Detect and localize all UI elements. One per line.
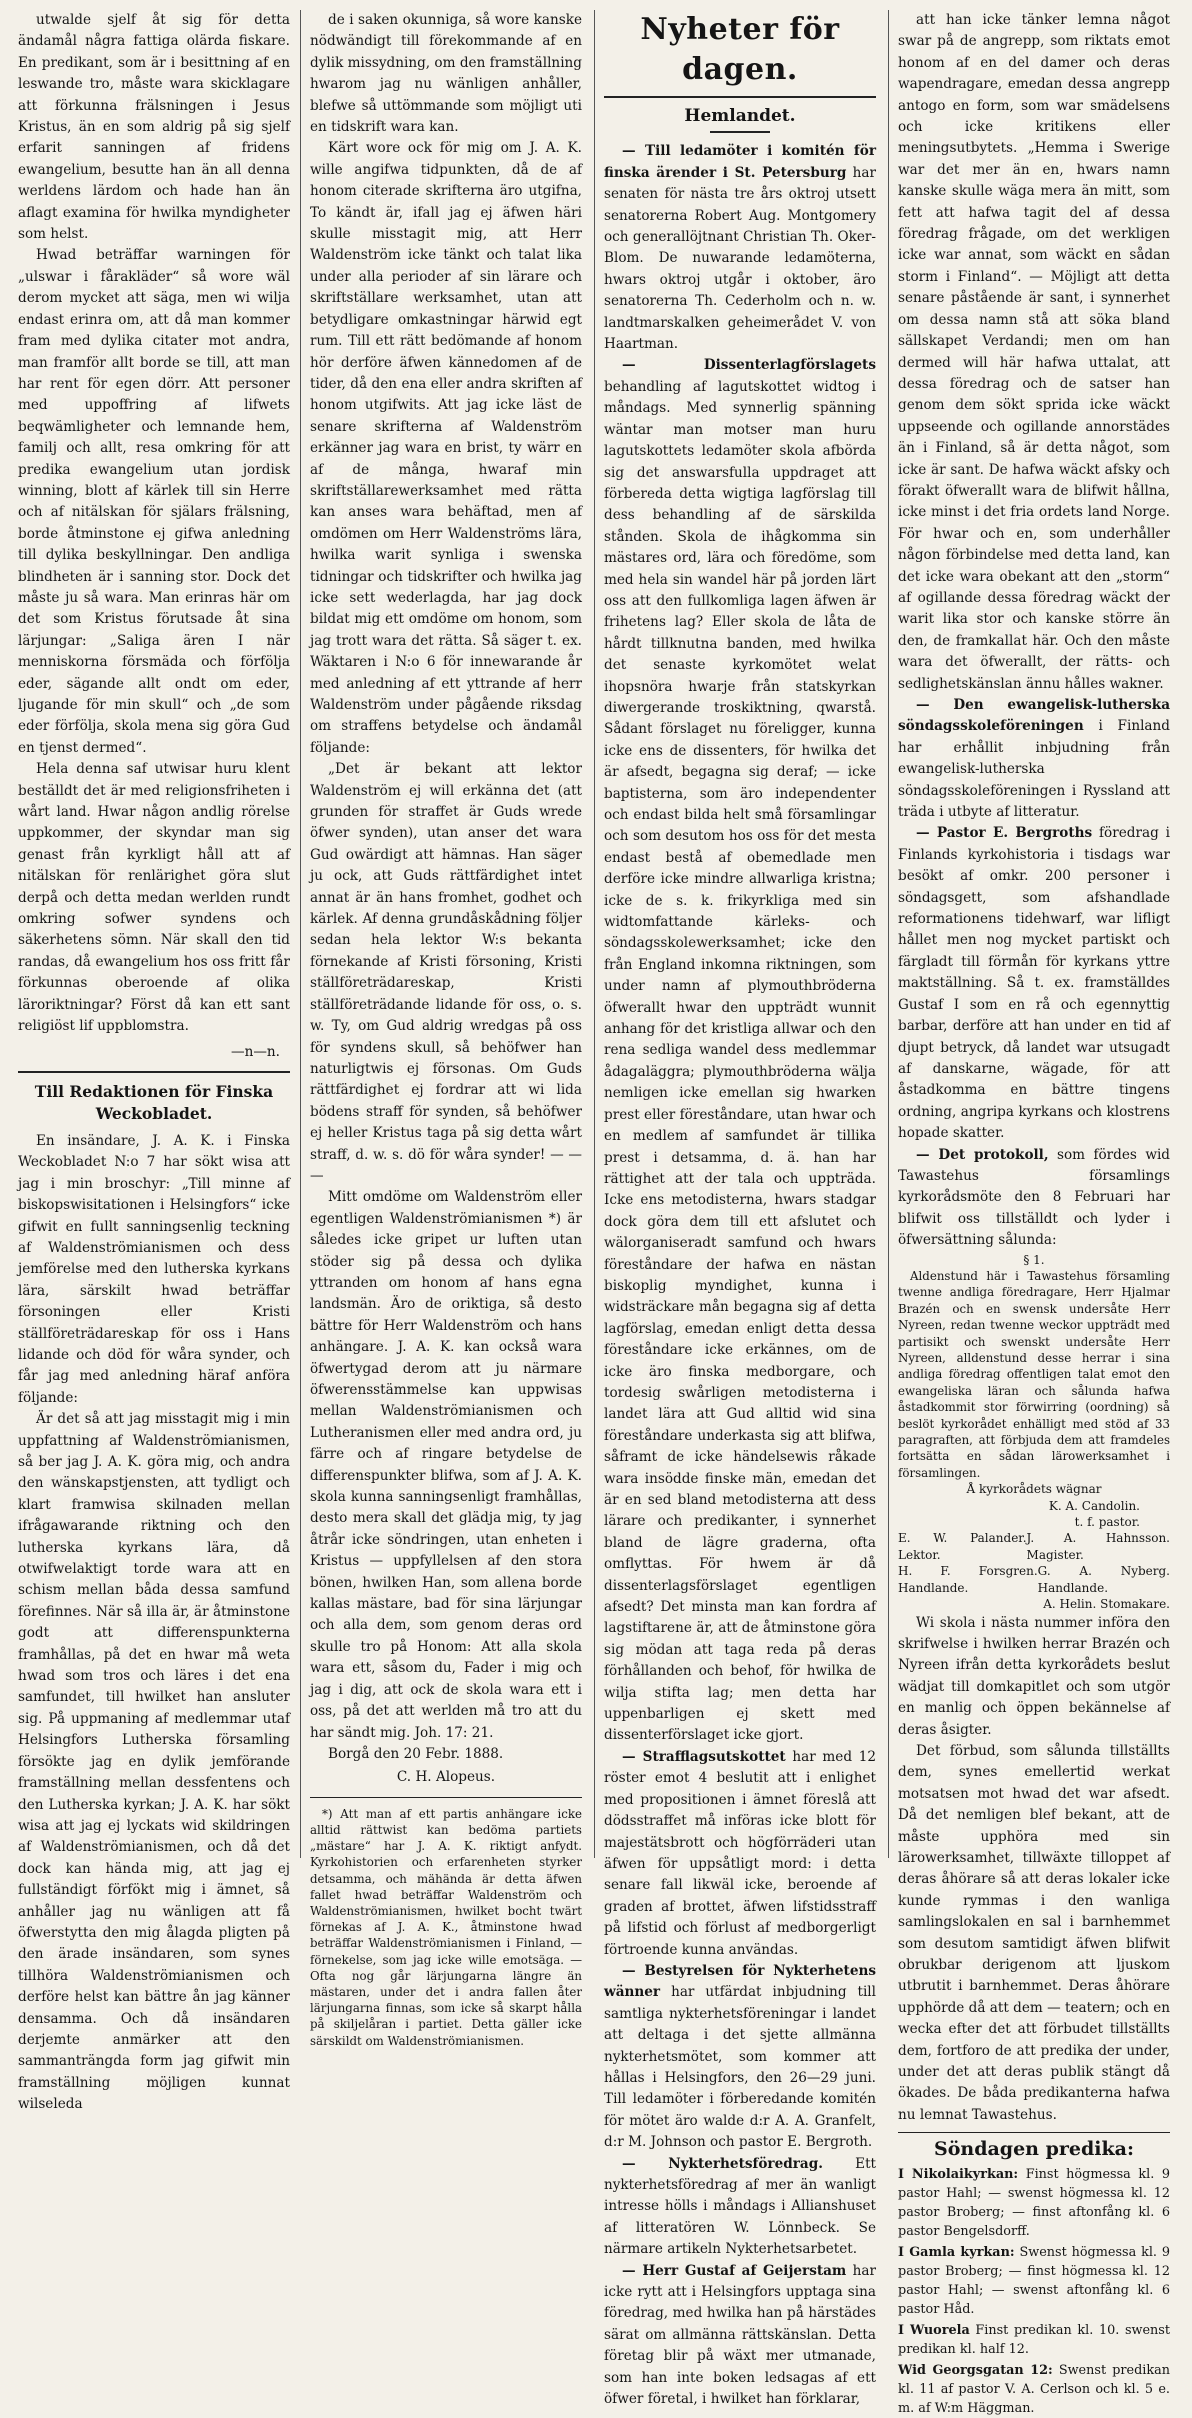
footnote-divider	[310, 1797, 582, 1798]
news-lead: — Nykterhetsföredrag.	[622, 2155, 823, 2172]
news-text: i Finland har erhållit inbjudning från ewangelisk-lutherska söndagsskoleföreningen i Ryssland att träda i utbyte af litteratur.	[898, 718, 1170, 821]
protocol-sig-title: t. f. pastor.	[1074, 1515, 1140, 1530]
article-paragraph: Hwad beträffar warningen för „ulswar i fårakläder“ så wore wäl derom mycket att säga, men wi wilja endast erinra om, att då man kommer fram med dylika citater mot andra, man framför allt borde se till, att man har rent för egen dörr. Att personer med uppoffring af lifwets beqwämligheter och lemnande hem, familj och allt, resa omkring för att predika ewangelium utan jordisk winning, blott af kärlek till sin Herre och af nitälskan för själars frälsning, borde åtminstone ej gifwa anledning till dylika beskyllningar. Den andliga blindheten är i sanning stor. Dock det måste ju så wara. Man erinras här om det som Kristus förutsade åt sina lärjungar: „Saliga ären I när menniskorna försmäda och förfölja eder, sägande allt ondt om eder, ljugande för min skull“ och „de som eder förfölja, skola mena sig göra Gud en tjenst dermed“.	[18, 247, 290, 756]
column-4	[898, 10, 1171, 2416]
news-item	[604, 2154, 876, 2261]
church-name: Wid Georgsgatan 12:	[898, 2362, 1053, 2378]
news-item	[898, 823, 1170, 1144]
news-item	[898, 695, 1170, 823]
masthead-rule	[604, 96, 876, 98]
news-text: har senaten för nästa tre års oktroj utsett senatorerna Robert Aug. Montgomery och generallöjtnant Christian Th. Oker-Blom. De nuwarande ledamöterna, hwars oktroj utgår i oktober, äro senatorerna Th. Cederholm och n. w. landtmarskalken geheimerådet V. von Haartman.	[604, 164, 876, 353]
subsection-title: Hemlandet.	[684, 106, 796, 126]
signatory: E. W. Palander. Lektor.	[898, 1531, 1027, 1562]
service-entry	[898, 2165, 1170, 2241]
church-name: I Gamla kyrkan:	[898, 2244, 1015, 2260]
news-text: har utfärdat inbjudning till samtliga nykterhetsföreningar i landet att deltaga i det sjette allmänna nykterhetsmötet, som kommer att hållas i Helsingfors, den 26—29 juni. Till ledamöter i förberedande komitén för mötet äro walde d:r A. A. Granfelt, d:r M. Johnson och pastor E. Bergroth.	[604, 1984, 876, 2151]
article-signature: —n—n.	[230, 1043, 280, 1060]
signatory-row	[898, 1596, 1170, 1612]
service-text: Finst högmessa kl. 9 pastor Hahl; — swenst högmessa kl. 12 pastor Broberg; — finst aftonfång kl. 6 pastor Bengelsdorff.	[898, 2166, 1170, 2239]
signatory-row	[898, 1563, 1170, 1596]
news-text: har icke rytt att i Helsingfors upptaga sina föredrag, med hwilka han på härstädes särat om allmänna rättskänslan. Detta företag blir på wäxt mer utmanade, som han inte boken ledsagas af ett öfwer företal, i hwilket han förklarar,	[604, 2262, 876, 2408]
news-lead: — Bestyrelsen för Nykterhetens wänner	[604, 1962, 876, 2001]
news-lead: — Pastor E. Bergroths	[916, 825, 1093, 842]
news-lead: — Till ledamöter i komitén för finska ärender i St. Petersburg	[604, 143, 876, 181]
service-text: Swenst högmessa kl. 9 pastor Broberg; — finst högmessa kl. 12 pastor Hahl; — swenst aftonfång kl. 6 pastor Håd.	[898, 2244, 1170, 2317]
column-3	[604, 10, 877, 2408]
service-entry	[898, 2361, 1170, 2418]
church-name: I Nikolaikyrkan:	[898, 2166, 1019, 2182]
article-paragraph: Kärt wore ock för mig om J. A. K. wille angifwa tidpunkten, då de af honom citerade skrifterna äro utgifna, To kändt är, ifall jag ej äfwen häri skulle misstagit mig, att Herr Waldenström icke tänkt och talat lika under alla perioder af sin lärare och skriftställare werksamhet, utan att betydligare omkastningar härwid egt rum. Till ett rätt bedömande af honom hör derföre äfwen kännedomen af de tider, då den ena eller andra skriften af honom utgifwits. Att jag icke läst de senare skrifterna af Waldenström erkänner jag wara en brist, ty wärr en af de många, hwaraf min skriftställarewerksamhet med rätta kan anses wara behäftad, men af omdömen om Herr Waldenströms lära, hwilka warit synliga i swenska tidningar och tidskrifter och hwilka jag icke sett wederlagda, har jag dock bildat mig ett omdöme om honom, som jag trott wara det rätta. Så säger t. ex. Wäktaren i N:o 6 för innewarande år med anledning af ett yttrande af herr Waldenström under pågående riksdag om straffens betydelse och ändamål följande:	[310, 140, 582, 756]
protocol-text: Aldenstund här i Tawastehus församling twenne andliga föredragare, Herr Hjalmar Brazén och en swensk undersåte Herr Nyreen, redan twenne weckor uppträdt med partisikt och swenskt undersåte Herr Nyreen, alldenstund desse herrar i sina andliga föredrag offentligen talat emot den ewangeliska läran och sålunda hafwa åstadkommit stor förwirring (oordning) så beslöt kyrkorådet enhälligt med stöd af 33 paragraften, att förbjuda dem att framdeles fortsätta en sådan lärowerksamhet i församlingen.	[898, 1268, 1170, 1480]
article-paragraph: Wi skola i nästa nummer införa den skrifwelse i hwilken herrar Brazén och Nyreen ifrån detta kyrkorådets beslut wädjat till domkapitlet och som utgör en manlig och öppen bekännelse af deras åsigter.	[898, 1614, 1170, 1738]
letter-paragraph: Är det så att jag misstagit mig i min uppfattning af Waldenströmianismen, så ber jag J. A. K. göra mig, och andra den wänskapstjensten, att tydligt och klart framwisa skilnaden mellan ifrågawarande riktning och den lutherska kyrkans lära, då otwifwelaktigt torde wara att en schism mellan båda dessa samfund förefinnes. När så illa är, är åtminstone godt att differenspunkterna framhållas, på det en hwar må weta hwad som tros och läres i det ena samfundet, till hwilket han ansluter sig. På uppmaning af medlemmar utaf Helsingfors Lutherska församling försökte jag en dylik jemförande framställning mellan dessfentens och den Lutherska kyrkan; J. A. K. har sökt wisa att jag ej lyckats wid skildringen af Waldenströmianismen, och då det dock kan hända mig, att jag ej fullständigt förfökt mig i ämnet, så anhåller jag nu wänligen att få öfwerstytta den mig ålagda pligten på den ärade insändaren, som synes tillhöra Waldenströmianismen och derföre helst kan bättre ån jag känner densamma. Och då insändaren derjemte anmärker att den sammanträngda form jag gifwit min framställning möjligen kunnat wilseleda	[18, 1411, 290, 2113]
author-signature: C. H. Alopeus.	[396, 1769, 496, 1786]
church-name: I Wuorela	[898, 2322, 970, 2338]
sunday-services-title: Söndagen predika:	[934, 2138, 1134, 2161]
footnote	[310, 1806, 582, 2049]
news-text: Ett nykterhetsföredrag af mer än wanligt intresse hölls i måndags i Allianshuset af litteratören W. Lönnbeck. Se närmare artikeln Nykterhetsarbetet.	[604, 2155, 877, 2258]
dateline: Borgå den 20 Febr. 1888.	[328, 1745, 504, 1762]
quote-paragraph: „Det är bekant att lektor Waldenström ej will erkänna det (att grunden för straffet är Guds wrede öfwer synden), utan anser det wara Gud owärdigt att hämnas. Han säger ju ock, att Guds rättfärdighet intet annat är än hans fromhet, godhet och kärlek. Af denna grundåskådning följer sedan hela lektor W:s bekanta förnekande af Kristi försoning, Kristi ställföreträdareskap, Kristi ställföreträdande lidande för oss, o. s. w. Ty, om Gud aldrig wredgas på oss för syndens skull, så behöfwer han naturligtwis ej försonas. Om Guds rättfärdighet ej fordrar att wi lida bödens straff för synden, så behöfwer ej heller Kristus taga på sig detta wårt straff, d. w. s. dö för wåra synder! — — —	[310, 761, 582, 1184]
letter-title: Till Redaktionen för Finska Weckobladet.	[34, 1081, 274, 1123]
news-lead: — Den ewangelisk-lutherska söndagsskoleföreningen	[898, 697, 1170, 735]
news-item	[604, 141, 876, 355]
news-item	[604, 1961, 876, 2154]
news-lead: — Herr Gustaf af Geijerstam	[622, 2262, 847, 2279]
column-2	[310, 10, 582, 2048]
article-paragraph: Det förbud, som sålunda tillställts dem, synes emellertid werkat motsatsen mot hwad det war afsedt. Då det nemligen blef bekant, att de måste upphöra med sin lärowerksamhet, tillwäxte tilloppet af deras åhörare så att deras lokaler icke kunde rymmas i den wanliga samlingslokalen en sal i barnhemmet som desutom samtidigt äfwen blifwit obrukbar derigenom att ljuskom utbrutit i barnhemmet. Deras åhörare upphörde då att dem — teatern; och en wecka efter det att förbudet tillställts dem, fortforo de att predika der under, under det att deras publik stängt då ökades. De båda predikanterna hafwa nu lemnat Tawastehus.	[898, 1742, 1170, 2123]
section-divider	[898, 2132, 1170, 2133]
signatory: H. F. Forsgren. Handlande.	[898, 1564, 1038, 1595]
news-lead: — Dissenterlagförslagets	[622, 357, 876, 374]
signatory: A. Helin. Stomakare.	[1043, 1597, 1170, 1612]
newspaper-page	[18, 10, 1178, 2416]
column-1	[18, 10, 290, 2113]
protocol-sig-intro: Å kyrkorådets wägnar	[966, 1482, 1102, 1497]
news-text: som fördes wid Tawastehus församlings kyrkorådsmöte den 8 Februari har blifwit oss tillställdt och lyder i öfwersättning sålunda:	[898, 1146, 1171, 1249]
signatory: G. A. Nyberg. Handlande.	[1037, 1564, 1170, 1595]
news-item	[604, 355, 876, 1746]
news-text: föredrag i Finlands kyrkohistoria i tisdags war besökt af omkr. 200 personer i söndagsgett, som afshandlade reformationens tidehwarf, war lifligt hållet men nog mycket partiskt och färgladt till förmån för kyrkans yttre maktställning. Så t. ex. framställdes Gustaf I som en rå och egennyttig barbar, derföre att han under en tid af djupt betryck, då landet war utsugadt af danskarne, wägade, för att åstadkomma en bättre tingens ordning, angripa kyrkans och klostrens hopade skatter.	[898, 825, 1170, 1142]
news-text: har med 12 röster emot 4 beslutit att i enlighet med propositionen i ämnet föreslå att dödsstraffet må införas icke blott för majestätsbrott och högförräderi utan äfwen för uppsåtligt mord: i detta senare fall likwäl icke, beroende af graden af brottet, äfwen lifstidsstraff på lifstid och förlust af medborgerligt förtroende kunna användas.	[604, 1748, 876, 1958]
protocol-block	[898, 1268, 1170, 1481]
column-rule	[888, 10, 889, 1858]
section-divider	[18, 1071, 290, 1073]
protocol-sig-name: K. A. Candolin.	[1048, 1498, 1140, 1513]
news-lead: — Det protokoll,	[916, 1146, 1049, 1163]
article-paragraph: Hela denna saf utwisar huru klent beställdt det är med religionsfriheten i wårt land. Hwar någon andlig rörelse uppkommer, der skyndar man sig genast från kyrkligt håll att af nitälskan för renlärighet göra slut derpå och detta medan werlden rundt omkring sofwer syndens och säkerhetens sömn. När skall den tid randas, då ewangelium hos oss fritt får förkunnas oberoende af olika läroriktningar? Först då kan ett sant religiöst lif uppblomstra.	[18, 761, 290, 1035]
service-entry	[898, 2243, 1170, 2319]
service-text: Finst predikan kl. 10. swenst predikan kl. half 12.	[898, 2322, 1170, 2357]
footnote-text: *) Att man af ett partis anhängare icke alltid rättwist kan bedöma partiets „mästare“ har J. A. K. riktigt anfydt. Kyrkohistorien och erfarenheten styrker detsamma, och mähända är detta äfwen fallet hwad beträffar Waldenström och Waldenströmianismen, hwilket bocht twärt förnekas af J. A. K., åtminstone hwad beträffar Waldenströmianismen i Finland, — förnekelse, som jag icke wille emotsäga. — Ofta nog går lärjungarna längre än mästaren, under det i andra fallen åter lärjungarna finnas, som icke så skarpt hålla på skiljelåran i partiet. Detta gäller icke särskildt om Waldenströmianismen.	[310, 1806, 582, 2048]
column-rule	[594, 10, 595, 1858]
section-masthead: Nyheter för dagen.	[640, 12, 840, 87]
article-paragraph: Mitt omdöme om Waldenström eller egentligen Waldenströmianismen *) är således icke gripet ur luften utan stöder sig på dessa och dylika yttranden om honom af hans egna landsmän. Äro de oriktiga, så desto bättre för Herr Waldenström och hans anhängare. J. A. K. kan också wara öfwertygad derom att ju närmare öfwerensstämmelse kan uppwisas mellan Waldenströmianismen och Lutheranismen eller med andra ord, ju färre och af ringare betydelse de differenspunkter blifwa, som af J. A. K. skola kunna sanningsenligt framhållas, desto mera skall det glädja mig, ty jag åtrår icke söndringen, utan enheten i Kristus — uppfyllelsen af den stora bönen, hwilken Han, som allena borde kallas mästare, bad för sina lärjungar och alla dem, som genom deras ord skulle tro på Honom: Att alla skola wara ett, såsom du, Fader i mig och jag i dig, att ock de skola wara ett i oss, på det att werlden må tro att du har sändt mig. Joh. 17: 21.	[310, 1189, 582, 1741]
article-paragraph: att han icke tänker lemna något swar på de angrepp, som riktats emot honom af en del damer och deras wapendragare, emedan dessa angrepp antogo en form, som war smädelsens och icke kritikens eller meningsutbytets. „Hemma i Swerige war det mer än en, hwars namn kanske skulle wäga mera än mitt, som fett att hafwa tagit del af dessa föredrag frågade, om det werkligen icke war annat, som wäckt en sådan storm i Finland“. — Möjligt att detta senare påstående är sant, i synnerhet om dessa namn stå att söka bland sällskapet Verdandi; men om han dermed will här hafwa uttalat, att dessa föredrag och de satser han genom dem sökt sprida icke wäckt uppseende och ogillande annorstädes än i Finland, så är detta något, som icke är sant. De hafwa wäckt afsky och förakt öfwerallt wara de blifwit hållna, icke minst i det fria ordets land Norge. För hwar och en, som underhåller någon förbindelse med detta land, kan det icke wara obekant att den „storm“ af ogillande dessa föredrag wäckt der warit lika stor och kanske större än den, de framkallat här. Och den måste wara det öfwerallt, der rätts- och sedlighetskänslan ännu hålles wakner.	[898, 12, 1170, 692]
signatory-row	[898, 1530, 1170, 1563]
news-item	[604, 1747, 876, 1961]
article-paragraph: de i saken okunniga, så wore kanske nödwändigt till förekommande af en dylik missydning, om den framställning hwarom jag nu wänligen anhåller, blefwe så uttömmande som möjligt uti en tidskrift wara kan.	[310, 12, 582, 136]
news-lead: — Strafflagsutskottet	[622, 1748, 786, 1765]
letter-paragraph: En insändare, J. A. K. i Finska Weckobladet N:o 7 har sökt wisa att jag i min broschyr: „Till minne af biskopswisitationen i Helsingfors“ icke gifwit en fullt sanningsenlig teckning af Waldenströmianismen och dess jemförelse med den lutherska kyrkans lära, särskilt hwad beträffar försoningen eller Kristi ställföreträdareskap för oss i Hans lidande och död för wåra synder, och får jag med anledning häraf anföra följande:	[18, 1132, 290, 1406]
news-item	[898, 1145, 1170, 1252]
subsection-rule	[710, 131, 770, 133]
signatory: J. A. Hahnsson. Magister.	[1026, 1531, 1170, 1562]
service-text: Swenst predikan kl. 11 af pastor V. A. Cerlson och kl. 5 e. m. af W:m Häggman.	[898, 2362, 1170, 2416]
protocol-paragraph-number: § 1.	[1023, 1252, 1045, 1267]
service-entry	[898, 2321, 1170, 2359]
news-text: behandling af lagutskottet widtog i måndags. Med synnerlig spänning wäntar man motser man huru lagutskottets ledamöter skola afbörda sig det answarsfulla uppdraget att förbereda detta wigtiga lagförslag till dess behandling af de särskilda stånden. Skola de ihågkomma sin mästares ord, lära och föredöme, som med hela sin wandel här på jorden lärt oss att den fullkomliga lagen äfwen är frihetens lag? Eller skola de låta de hårdt tillknutna banden, med hwilka det senaste kyrkomötet welat ihopsnöra hwarje från statskyrkan diwergerande troskiktning, qwarstå. Sådant förslaget nu föreligger, kunna icke ens de dissenters, för hwilka det är afsedt, begagna sig deraf; — icke baptisterna, som äro independenter och endast bilda helt små församlingar och som desutom hos oss för det mesta endast bestå af obemedlade men derföre icke mindre allwarliga kristna; icke de s. k. frikyrkliga med sin widtomfattande kärleks- och söndagsskolewerksamhet; icke den från England inkomna riktningen, som under namn af plymouthbröderna öfwerallt hwar den uppträdt wunnit anhang för det kristliga allwar och den rena sedliga wandel dess medlemmar ådagaläggra; plymouthbröderna wälja nemligen icke emellan sig hwarken prest eller föreståndare, utan hwar och en medlem af samfundet är tillika prest i detsamma, d. ä. han har rättighet att der tala och uppträda. Icke ens metodisterna, hwars stadgar dock göra dem till ett afslutet och wälorganiseradt samfund och hwars föreståndare der hafwa en nästan biskoplig myndighet, kunna i widsträckare mån begagna sig af detta lagförslag, emedan enligt detta dessa föreståndare icke erkännes, om de icke äro finska medborgare, och tordesig swårligen metodisterna i landet lära att Gud alltid wid sina föreståndare underkasta sig att blifwa, såframt de icke händelsewis råkade wara insödde finske män, emedan det är en sed bland metodisterna att dess lärare och predikanter, i synnerhet bland de lägre graderna, ofta omflyttas. För hwem är då dissenterlagsförslaget egentligen afsedt? Det minsta man kan fordra af lagstiftarene är, att de åtminstone göra sig mödan att taga reda på deras förhållanden och behof, för hwilka de wilja stifta lag; men detta har uppenbarligen ej skett med dissenterförslaget icke gjort.	[604, 378, 876, 1744]
news-item	[604, 2261, 876, 2411]
article-paragraph: utwalde sjelf åt sig för detta ändamål några fattiga olärda fiskare. En predikant, som är i besittning af en leswande tro, måste wara skicklagare att förkunna frälsningen i Jesus Kristus, än en som aldrig på sig sjelf erfarit sanningen af fridens ewangelium, besutte han än all denna werldens lärdom och hade han än aflagt examina för hwilka myndigheter som helst.	[18, 12, 290, 243]
column-rule	[300, 10, 301, 1858]
